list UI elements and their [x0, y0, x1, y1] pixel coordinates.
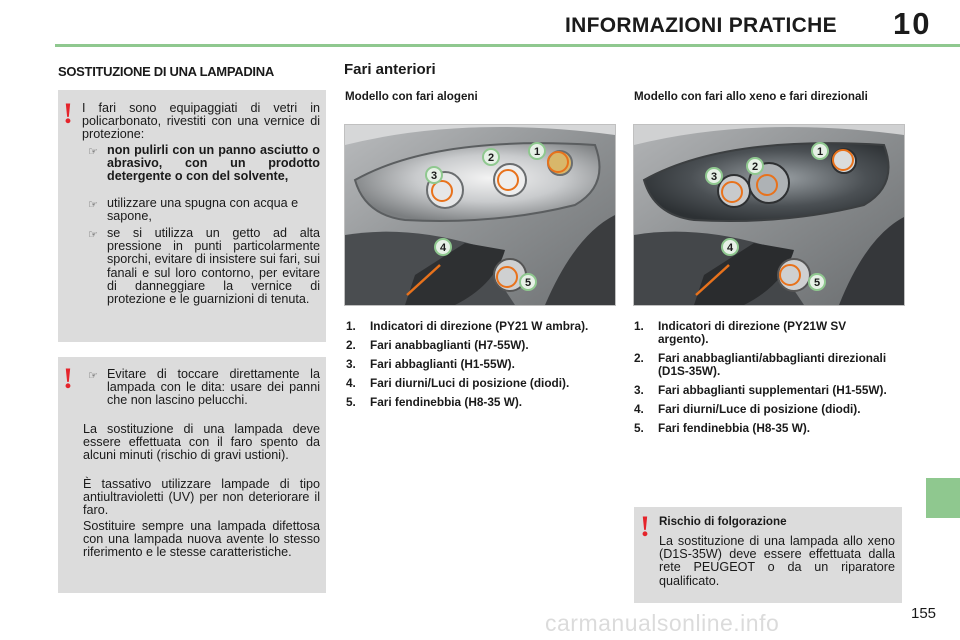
- callout-2: 2: [751, 161, 759, 173]
- list-item: 5. Fari fendinebbia (H8-35 W).: [346, 395, 523, 409]
- callout-1: 1: [533, 146, 541, 158]
- warning-bullet-cleaning: non pulirli con un panno asciutto o abrasivo, con un prodotto detergente o con del solvente,: [107, 143, 320, 184]
- callout-3: 3: [430, 170, 438, 182]
- chapter-number: 10: [893, 6, 932, 41]
- xenon-heading: Modello con fari allo xeno e fari direzionali: [634, 90, 868, 103]
- section-title: SOSTITUZIONE DI UNA LAMPADINA: [58, 64, 274, 79]
- column-title: Fari anteriori: [344, 61, 436, 78]
- warning-icon: !: [640, 510, 650, 543]
- warning-title: Rischio di folgorazione: [659, 515, 787, 528]
- header-divider: [55, 44, 960, 47]
- warning-text-xenon: La sostituzione di una lampada allo xeno (D1S-35W) deve essere effettuata dalla rete PEUGEOT o da un riparatore qualificato.: [659, 534, 895, 588]
- pointing-hand-icon: ☞: [88, 199, 98, 211]
- warning-paragraph-replace: Sostituire sempre una lampada difettosa con una lampada nuova avente lo stesso riferimento e le stesse caratteristiche.: [83, 519, 320, 560]
- list-item: 3. Fari abbaglianti supplementari (H1-55W).: [634, 383, 887, 397]
- callout-4: 4: [726, 242, 734, 254]
- pointing-hand-icon: ☞: [88, 229, 98, 241]
- warning-paragraph-burns: La sostituzione di una lampada deve essere effettuata con il faro spento da alcuni minuti (rischio di gravi ustioni).: [83, 422, 320, 463]
- warning-intro: I fari sono equipaggiati di vetri in policarbonato, rivestiti con una vernice di protezione:: [82, 101, 320, 142]
- warning-paragraph-uv: È tassativo utilizzare lampade di tipo antiultravioletti (UV) per non deteriorare il faro.: [83, 477, 320, 518]
- list-item: 1. Indicatori di direzione (PY21 W ambra).: [346, 319, 589, 333]
- halogen-heading: Modello con fari alogeni: [345, 90, 478, 103]
- callout-2: 2: [487, 152, 495, 164]
- list-item: 3. Fari abbaglianti (H1-55W).: [346, 357, 515, 371]
- callout-4: 4: [439, 242, 447, 254]
- page-header-title: INFORMAZIONI PRATICHE: [565, 14, 837, 37]
- warning-bullet-sponge: utilizzare una spugna con acqua e sapone,: [107, 196, 299, 224]
- watermark: carmanualsonline.info: [545, 610, 780, 636]
- halogen-bulb-list: [346, 320, 606, 415]
- list-item: 4. Fari diurni/Luce di posizione (diodi).: [634, 402, 861, 416]
- pointing-hand-icon: ☞: [88, 146, 98, 158]
- list-item: 2. Fari anabbaglianti/abbaglianti direzionali (D1S-35W).: [634, 351, 887, 378]
- callout-5: 5: [524, 277, 532, 289]
- warning-bullet-pressure: se si utilizza un getto ad alta pressione in punti particolarmente sporchi, evitare di insistere sui fari, sui fanali e sul loro contorno, per evitare di danneggiare la vernice di protezione e le guarnizioni di tenuta.: [107, 226, 320, 307]
- list-item: 2. Fari anabbaglianti (H7-55W).: [346, 338, 529, 352]
- callout-5: 5: [813, 277, 821, 289]
- list-item: 4. Fari diurni/Luci di posizione (diodi).: [346, 376, 570, 390]
- list-item: 1. Indicatori di direzione (PY21W SV argento).: [634, 319, 847, 346]
- list-item: 5. Fari fendinebbia (H8-35 W).: [634, 421, 811, 435]
- warning-icon: !: [63, 362, 73, 395]
- xenon-bulb-list: [634, 320, 890, 441]
- xenon-headlamp-photo: [633, 124, 905, 306]
- halogen-headlamp-photo: [344, 124, 616, 306]
- chapter-tab: [926, 478, 960, 518]
- callout-3: 3: [710, 171, 718, 183]
- warning-bullet-touch: Evitare di toccare direttamente la lampada con le dita: usare dei panni che non lascino pelucchi.: [107, 367, 320, 408]
- page-number: 155: [911, 605, 937, 622]
- warning-icon: !: [63, 97, 73, 130]
- pointing-hand-icon: ☞: [88, 370, 98, 382]
- callout-1: 1: [816, 146, 824, 158]
